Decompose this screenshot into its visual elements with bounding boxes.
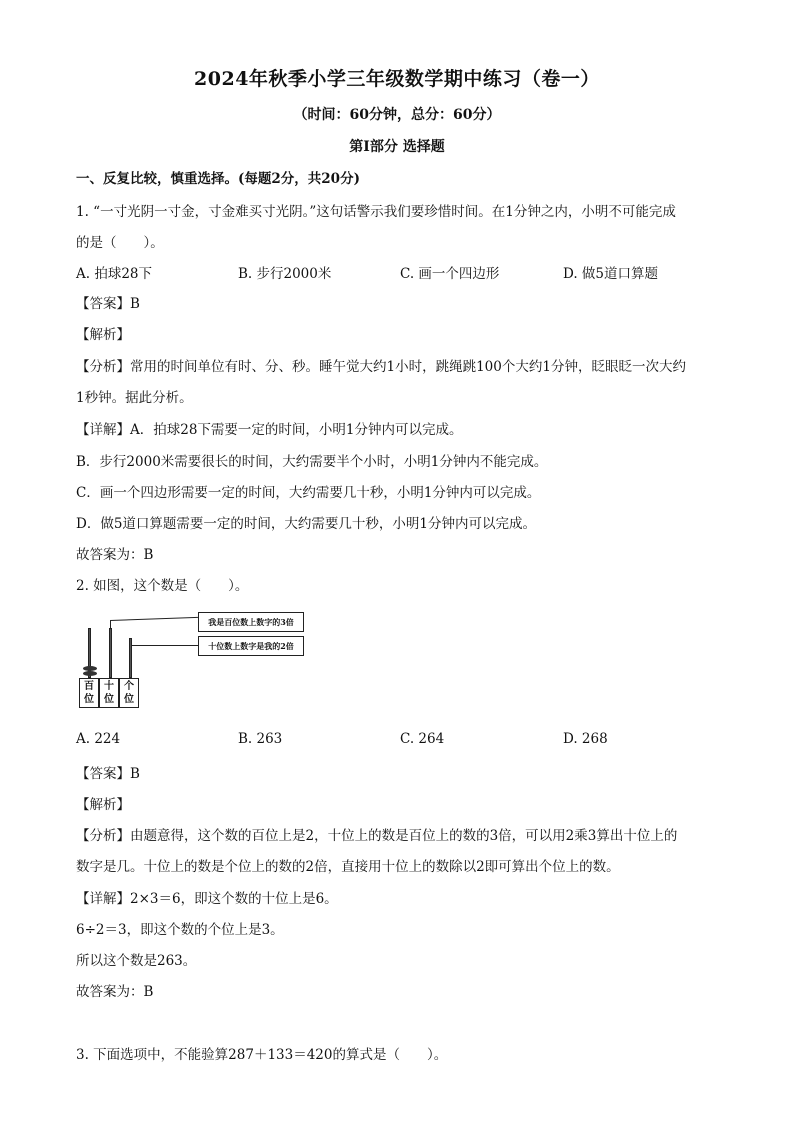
place-tens: 十 位 bbox=[99, 678, 119, 708]
q2-fenxi-line2: 数字是几。十位上的数是个位上的数的2倍，直接用十位上的数除以2即可算出个位上的数。 bbox=[76, 859, 620, 875]
q2-option-c: C. 264 bbox=[400, 731, 445, 747]
place-hundreds: 百 位 bbox=[79, 678, 99, 708]
q2-detail-text1: 2×3＝6，即这个数的十位上是6。 bbox=[130, 891, 338, 907]
section-heading: 一、反复比较，慎重选择。(每题2分，共20分) bbox=[76, 171, 360, 187]
tens-rod bbox=[109, 628, 112, 678]
q2-detail-line1 bbox=[76, 887, 338, 907]
q1-fenxi-line1 bbox=[76, 355, 686, 375]
q1-detail-c: C．画一个四边形需要一定的时间，大约需要几十秒，小明1分钟内可以完成。 bbox=[76, 485, 541, 501]
q3-stem: 3. 下面选项中，不能验算287＋133＝420的算式是（ ）。 bbox=[76, 1047, 448, 1063]
abacus-figure bbox=[76, 604, 316, 708]
q1-detail-a: A．拍球28下需要一定的时间，小明1分钟内可以完成。 bbox=[130, 422, 463, 438]
connector-bottom bbox=[130, 645, 198, 646]
place-ones: 个 位 bbox=[119, 678, 139, 708]
q1-analysis-tag: 【解析】 bbox=[76, 327, 130, 343]
callout-bottom: 十位数上数字是我的2倍 bbox=[198, 636, 304, 656]
connector-top bbox=[110, 617, 198, 621]
q1-option-d: D. 做5道口算题 bbox=[563, 266, 659, 282]
q2-fenxi-line1 bbox=[76, 824, 677, 844]
exam-time-score: （时间：60分钟，总分：60分） bbox=[293, 107, 501, 123]
q2-answer-line bbox=[76, 762, 140, 782]
q1-fenxi-line2: 1秒钟。据此分析。 bbox=[76, 390, 193, 406]
ones-rod bbox=[129, 638, 132, 678]
q1-fenxi-text1: 常用的时间单位有时、分、秒。睡午觉大约1小时，跳绳跳100个大约1分钟，眨眼眨一次大约 bbox=[130, 359, 686, 375]
q2-conclusion: 故答案为：B bbox=[76, 984, 154, 1000]
fenxi-tag: 【分析】 bbox=[76, 828, 130, 844]
q1-answer: B bbox=[130, 296, 140, 312]
q1-stem-line1: 1. “一寸光阴一寸金，寸金难买寸光阴。”这句话警示我们要珍惜时间。在1分钟之内，小明不可能完成 bbox=[76, 204, 676, 220]
q2-option-a: A. 224 bbox=[76, 731, 121, 747]
q2-fenxi-text1: 由题意得，这个数的百位上是2，十位上的数是百位上的数的3倍，可以用2乘3算出十位上的 bbox=[130, 828, 678, 844]
callout-top: 我是百位数上数字的3倍 bbox=[198, 612, 304, 632]
q2-detail-line3: 所以这个数是263。 bbox=[76, 953, 197, 969]
q1-detail-d: D．做5道口算题需要一定的时间，大约需要几十秒，小明1分钟内可以完成。 bbox=[76, 516, 537, 532]
q1-answer-line bbox=[76, 292, 140, 312]
q1-option-a: A. 拍球28下 bbox=[76, 266, 153, 282]
detail-tag: 【详解】 bbox=[76, 422, 130, 438]
answer-tag: 【答案】 bbox=[76, 296, 130, 312]
part-heading: 第Ⅰ部分 选择题 bbox=[349, 139, 445, 155]
q1-conclusion: 故答案为：B bbox=[76, 547, 154, 563]
fenxi-tag: 【分析】 bbox=[76, 359, 130, 375]
q2-analysis-tag: 【解析】 bbox=[76, 797, 130, 813]
q2-option-d: D. 268 bbox=[563, 731, 608, 747]
answer-tag: 【答案】 bbox=[76, 766, 130, 782]
q1-stem-line2: 的是（ ）。 bbox=[76, 235, 164, 251]
detail-tag: 【详解】 bbox=[76, 891, 130, 907]
q1-detail-line1 bbox=[76, 418, 463, 438]
q2-option-b: B. 263 bbox=[238, 731, 283, 747]
q2-answer: B bbox=[130, 766, 140, 782]
q1-option-b: B. 步行2000米 bbox=[238, 266, 332, 282]
page-title: 2024年秋季小学三年级数学期中练习（卷一） bbox=[194, 68, 600, 90]
q1-option-c: C. 画一个四边形 bbox=[400, 266, 500, 282]
q2-detail-line2: 6÷2＝3，即这个数的个位上是3。 bbox=[76, 922, 284, 938]
q1-detail-b: B．步行2000米需要很长的时间，大约需要半个小时，小明1分钟内不能完成。 bbox=[76, 454, 548, 470]
q2-stem: 2. 如图，这个数是（ ）。 bbox=[76, 578, 249, 594]
bead bbox=[83, 671, 97, 676]
